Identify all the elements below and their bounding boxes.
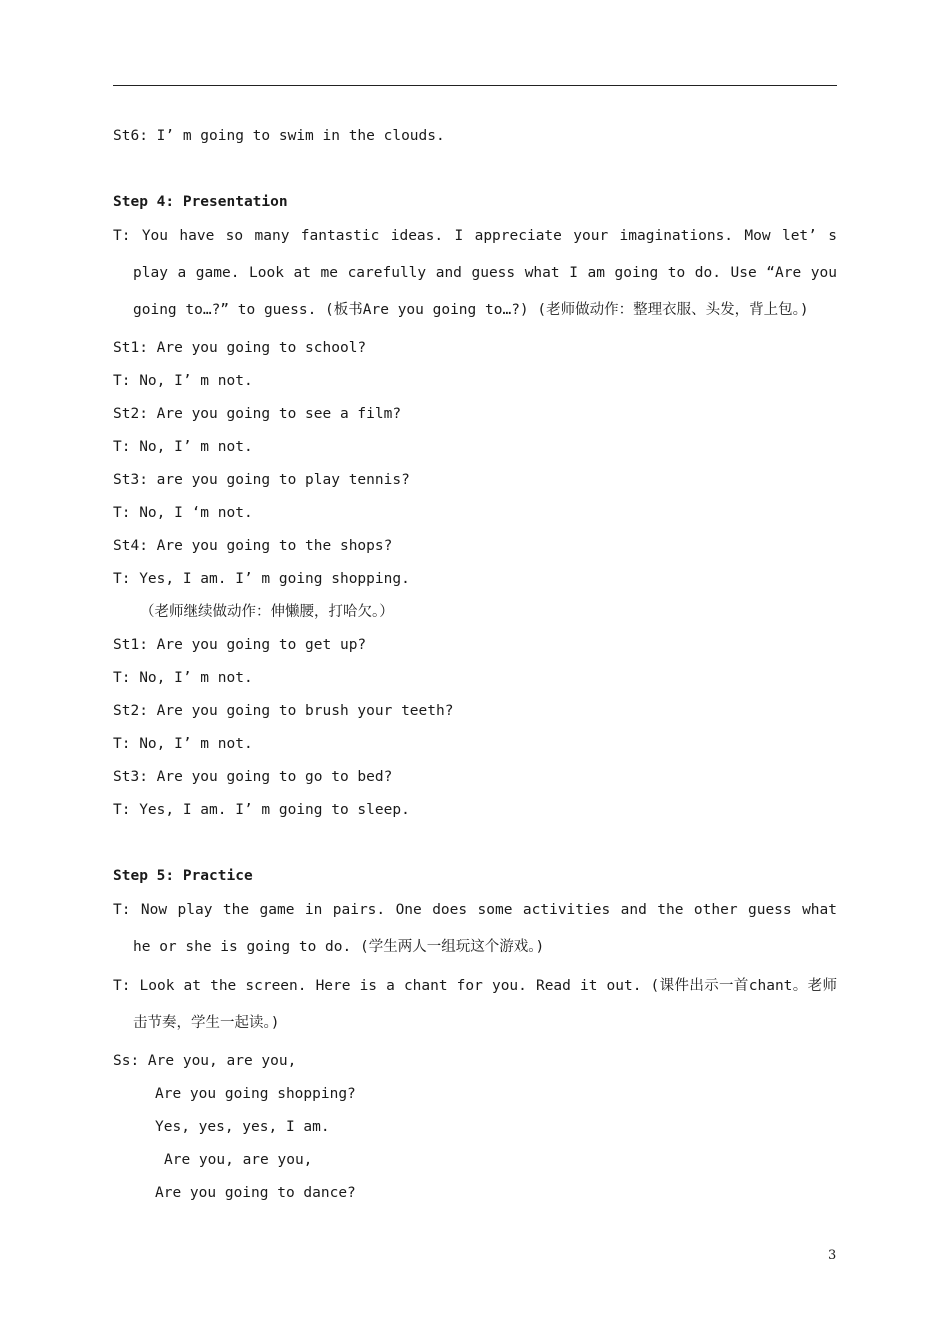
document-body: [113, 126, 837, 1203]
dialogue-line: St6: I’ m going to swim in the clouds.: [113, 128, 445, 144]
header-rule: [113, 85, 837, 86]
page-number: 3: [828, 1248, 837, 1263]
pairs-game-paragraph: T: Now play the game in pairs. One does some activities and the other guess what he or she is going to do. (学生两人一组玩这个游戏。): [113, 902, 837, 955]
dialogue-line: T: Yes, I am. I’ m going to sleep.: [113, 802, 410, 818]
dialogue-line: St1: Are you going to school?: [113, 340, 367, 356]
dialogue-line: St1: Are you going to get up?: [113, 637, 367, 653]
chant-line: Are you, are you,: [164, 1152, 313, 1168]
dialogue-line: T: No, I’ m not.: [113, 670, 253, 686]
dialogue-line: St4: Are you going to the shops?: [113, 538, 393, 554]
dialogue-line: T: No, I’ m not.: [113, 736, 253, 752]
chant-line: Ss: Are you, are you,: [113, 1053, 297, 1069]
dialogue-line: T: No, I ‘m not.: [113, 505, 253, 521]
step-4-heading: Step 4: Presentation: [113, 194, 288, 210]
dialogue-line: St2: Are you going to see a film?: [113, 406, 402, 422]
teacher-action-note: （老师继续做动作：伸懒腰，打哈欠。）: [140, 604, 394, 620]
step-5-heading: Step 5: Practice: [113, 868, 253, 884]
chant-line: Are you going to dance?: [155, 1185, 356, 1201]
dialogue-line: T: Yes, I am. I’ m going shopping.: [113, 571, 410, 587]
dialogue-line: St3: Are you going to go to bed?: [113, 769, 393, 785]
dialogue-line: T: No, I’ m not.: [113, 439, 253, 455]
dialogue-line: St3: are you going to play tennis?: [113, 472, 410, 488]
chant-paragraph: T: Look at the screen. Here is a chant for you. Read it out. (课件出示一首chant。老师击节奏，学生一起读。): [113, 978, 837, 1031]
chant-line: Are you going shopping?: [155, 1086, 356, 1102]
dialogue-line: St2: Are you going to brush your teeth?: [113, 703, 454, 719]
dialogue-line: T: No, I’ m not.: [113, 373, 253, 389]
chant-line: Yes, yes, yes, I am.: [155, 1119, 330, 1135]
teacher-intro-paragraph: T: You have so many fantastic ideas. I appreciate your imaginations. Mow let’ s play a game. Look at me carefully and guess what I am going to do. Use “Are you going to…?” to guess. (板书Are you going to…?) (老师做动作：整理衣服、头发，背上包。): [113, 228, 837, 318]
